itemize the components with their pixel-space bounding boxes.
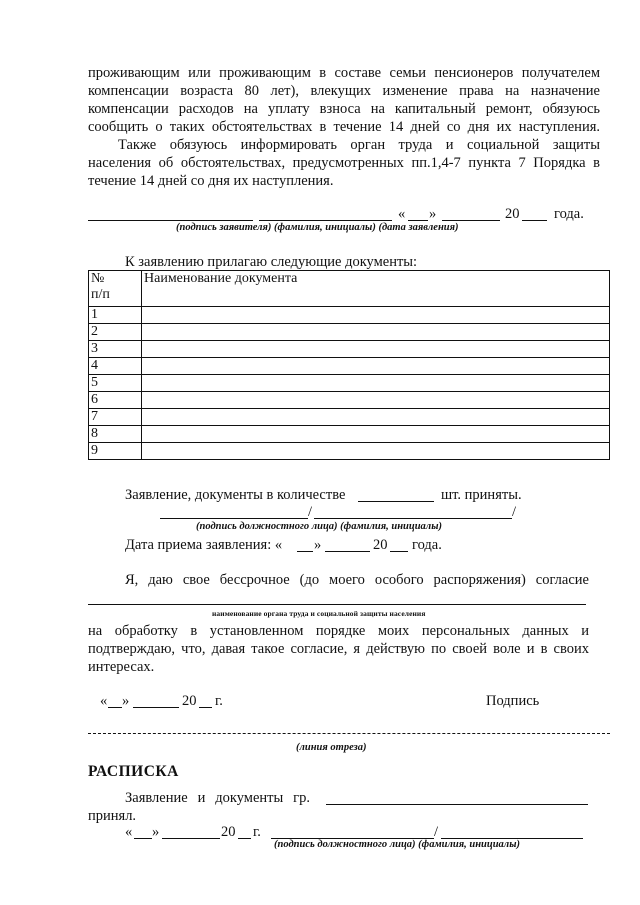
row-number: 9 <box>89 443 142 460</box>
year-prefix: 20 <box>505 206 520 222</box>
document-name-cell[interactable] <box>142 341 610 358</box>
acceptance-date-label: Дата приема заявления: « <box>125 537 283 553</box>
consent-line-2: на обработку в установленном порядке моих персональных данных и <box>88 623 589 639</box>
row-number: 1 <box>89 307 142 324</box>
table-row <box>89 443 610 460</box>
receipt-date-open: « <box>125 824 133 840</box>
document-name-cell[interactable] <box>142 324 610 341</box>
acceptance-day-line[interactable] <box>297 551 313 552</box>
receipt-citizen-name-line[interactable] <box>326 804 588 805</box>
applicant-day-line[interactable] <box>408 220 428 221</box>
intro-line-2: компенсации возраста 80 лет), влекущих изменение права на назначение <box>88 83 600 99</box>
acceptance-date-close: » <box>314 537 322 553</box>
official-name-line[interactable] <box>314 518 512 519</box>
acceptance-month-line[interactable] <box>325 551 370 552</box>
receipt-year: 20 <box>221 824 236 840</box>
col-num-line-1: № <box>91 271 105 286</box>
intro-line-6: населения об обстоятельствах, предусмотренных пп.1,4-7 пункта 7 Порядка в <box>88 155 600 171</box>
consent-line-3: подтверждаю, что, давая такое согласие, я действую по своей воле и в своих <box>88 641 589 657</box>
consent-year-line[interactable] <box>199 707 212 708</box>
applicant-month-line[interactable] <box>442 220 500 221</box>
organization-caption: наименование органа труда и социальной защиты населения <box>212 609 426 618</box>
intro-line-1: проживающим или проживающим в составе семьи пенсионеров получателем <box>88 65 600 81</box>
document-name-cell[interactable] <box>142 375 610 392</box>
receipt-signature-caption: (подпись должностного лица) (фамилия, инициалы) <box>274 839 520 850</box>
organization-name-line[interactable] <box>88 604 586 605</box>
receipt-slash: / <box>434 824 439 840</box>
consent-month-line[interactable] <box>133 707 179 708</box>
official-signature-line[interactable] <box>160 518 308 519</box>
receipt-line-2: принял. <box>88 808 137 824</box>
table-row <box>89 341 610 358</box>
consent-day-line[interactable] <box>108 707 122 708</box>
acceptance-year-prefix: 20 <box>373 537 388 553</box>
col-num-line-2: п/п <box>91 287 110 302</box>
receipt-line-1: Заявление и документы гр. <box>125 790 310 806</box>
receipt-year-line[interactable] <box>238 838 251 839</box>
col-name-header: Наименование документа <box>142 271 610 307</box>
document-name-cell[interactable] <box>142 307 610 324</box>
table-row <box>89 307 610 324</box>
cut-line-caption: (линия отреза) <box>296 742 367 753</box>
applicant-year-line[interactable] <box>522 220 547 221</box>
attachments-intro: К заявлению прилагаю следующие документы: <box>125 254 418 270</box>
applicant-signature-line[interactable] <box>88 220 253 221</box>
date-close-quote: » <box>429 206 437 222</box>
intro-line-4: сообщить о таких обстоятельствах в течение 14 дней со дня их наступления. <box>88 119 600 135</box>
table-row <box>89 392 610 409</box>
table-row <box>89 426 610 443</box>
consent-line-4: интересах. <box>88 659 155 675</box>
row-number: 8 <box>89 426 142 443</box>
year-suffix: года. <box>554 206 584 222</box>
consent-date-open: « <box>100 693 108 709</box>
row-number: 2 <box>89 324 142 341</box>
receipt-day-line[interactable] <box>134 838 152 839</box>
consent-year-suffix: г. <box>215 693 223 709</box>
row-number: 3 <box>89 341 142 358</box>
document-name-cell[interactable] <box>142 409 610 426</box>
table-row <box>89 324 610 341</box>
consent-line-1: Я, даю свое бессрочное (до моего особого распоряжения) согласие <box>125 572 589 588</box>
document-name-cell[interactable] <box>142 443 610 460</box>
document-name-cell[interactable] <box>142 392 610 409</box>
consent-date-close: » <box>122 693 130 709</box>
intro-line-5: Также обязуюсь информировать орган труда и социальной защиты <box>118 137 600 153</box>
table-row <box>89 409 610 426</box>
row-number: 5 <box>89 375 142 392</box>
official-signature-caption: (подпись должностного лица) (фамилия, инициалы) <box>196 521 442 532</box>
acceptance-line-suffix: шт. приняты. <box>441 487 522 503</box>
row-number: 7 <box>89 409 142 426</box>
table-row <box>89 375 610 392</box>
cut-line <box>88 733 610 734</box>
applicant-signature-caption: (подпись заявителя) (фамилия, инициалы) (дата заявления) <box>176 222 459 233</box>
date-open-quote: « <box>398 206 406 222</box>
applicant-name-line[interactable] <box>259 220 392 221</box>
receipt-month-line[interactable] <box>162 838 220 839</box>
document-name-cell[interactable] <box>142 426 610 443</box>
document-count-line[interactable] <box>358 501 434 502</box>
receipt-date-close: » <box>152 824 160 840</box>
acceptance-year-suffix: года. <box>412 537 442 553</box>
table-row <box>89 358 610 375</box>
col-num-header <box>89 271 142 307</box>
slash-2: / <box>512 504 517 520</box>
attachments-table <box>88 270 610 460</box>
document-name-cell[interactable] <box>142 358 610 375</box>
acceptance-line-prefix: Заявление, документы в количестве <box>125 487 346 503</box>
row-number: 6 <box>89 392 142 409</box>
consent-signature-label: Подпись <box>486 693 540 709</box>
intro-line-7: течение 14 дней со дня их наступления. <box>88 173 334 189</box>
intro-line-3: компенсации расходов на уплату взноса на капитальный ремонт, обязуюсь <box>88 101 600 117</box>
row-number: 4 <box>89 358 142 375</box>
consent-year: 20 <box>182 693 197 709</box>
receipt-title: РАСПИСКА <box>88 763 179 780</box>
receipt-year-suffix: г. <box>253 824 261 840</box>
acceptance-year-line[interactable] <box>390 551 408 552</box>
slash-1: / <box>308 504 313 520</box>
